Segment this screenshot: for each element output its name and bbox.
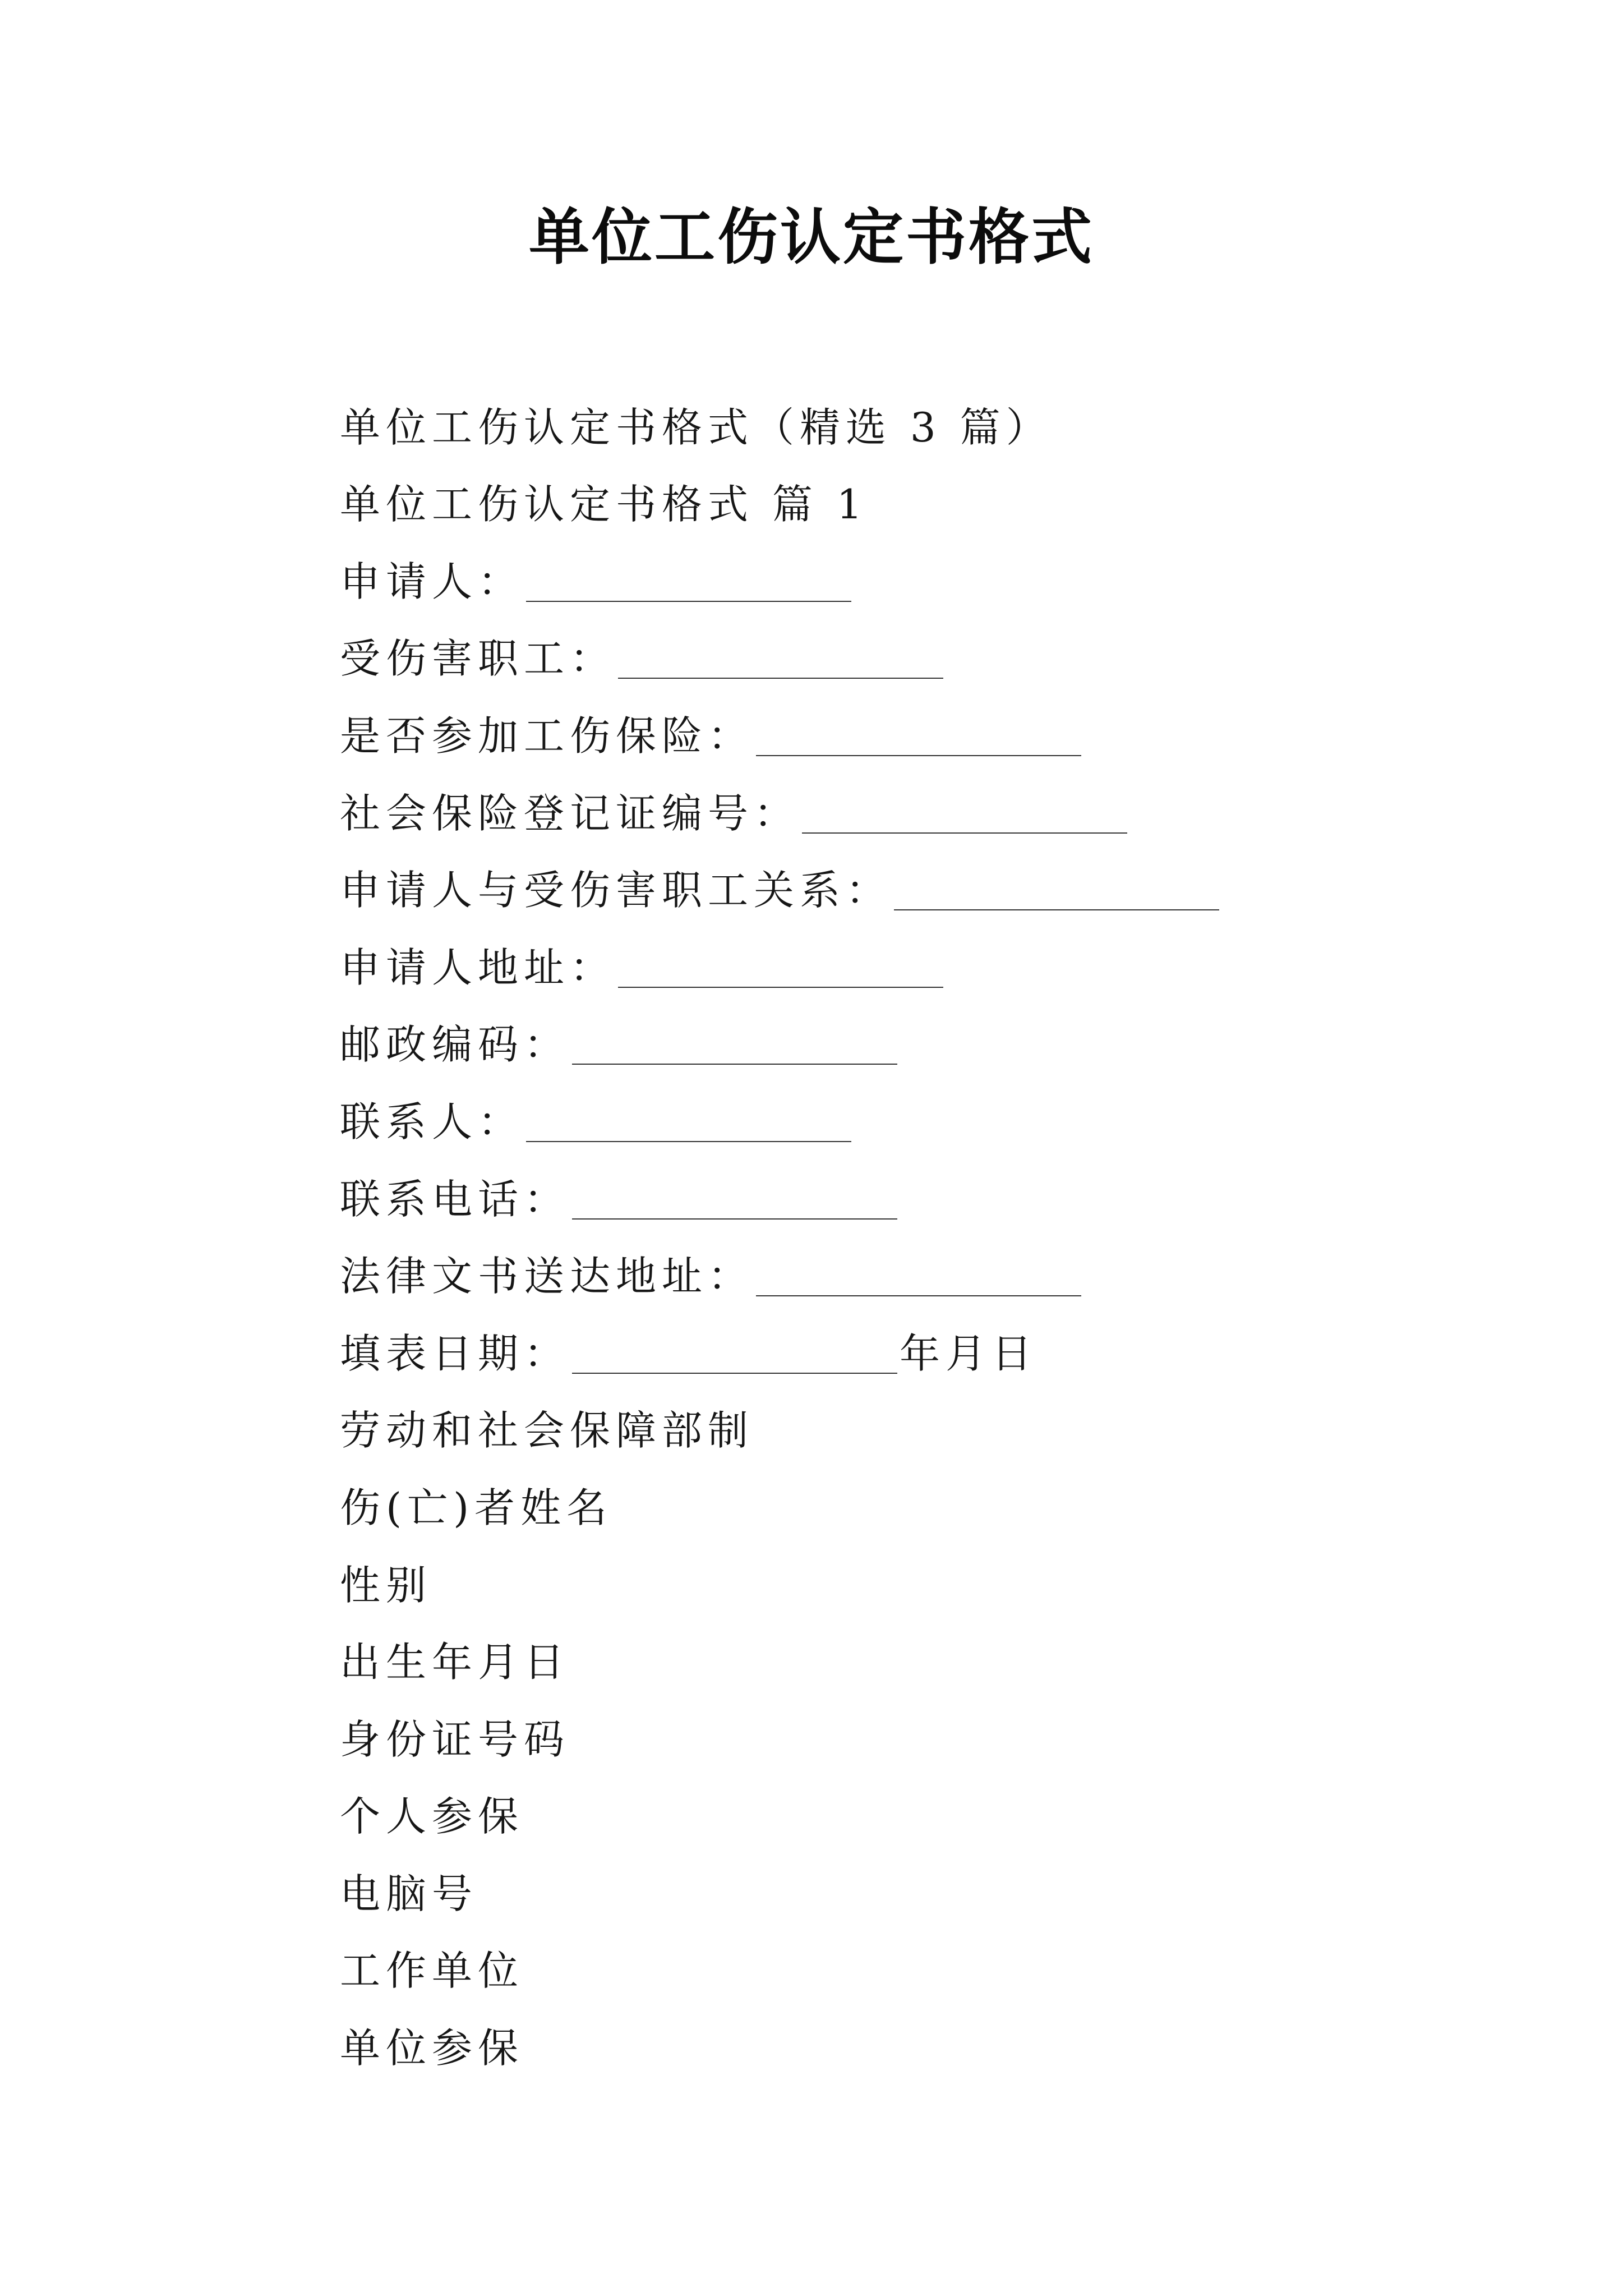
form-field-line <box>340 918 1518 996</box>
field-label: 社会保险登记证编号： <box>340 789 800 837</box>
form-field-line <box>340 1227 1518 1305</box>
line-text: 单位工伤认定书格式（精选 3 篇） <box>340 403 1052 451</box>
form-field-line <box>340 532 1518 610</box>
field-label: 受伤害职工： <box>340 635 616 683</box>
body-line <box>340 1613 1518 1691</box>
fill-in-blank[interactable] <box>756 755 1081 756</box>
line-text: 伤(亡)者姓名 <box>340 1484 613 1531</box>
document-body <box>340 378 1518 2076</box>
form-field-line <box>340 841 1518 919</box>
body-line <box>340 1690 1518 1768</box>
body-line <box>340 1999 1518 2076</box>
line-text: 单位参保 <box>340 2024 524 2072</box>
body-line <box>340 378 1518 455</box>
field-label: 申请人： <box>340 558 524 605</box>
line-text: 性别 <box>340 1561 432 1609</box>
line-text: 电脑号 <box>340 1870 478 1917</box>
line-text: 单位工伤认定书格式 篇 1 <box>340 481 868 528</box>
form-field-line <box>340 610 1518 687</box>
field-label: 邮政编码： <box>340 1021 570 1069</box>
body-line <box>340 455 1518 533</box>
fill-in-blank[interactable] <box>572 1064 897 1065</box>
field-label: 联系人： <box>340 1098 524 1145</box>
fill-in-blank[interactable] <box>572 1373 897 1374</box>
line-text: 出生年月日 <box>340 1639 570 1686</box>
line-text: 身份证号码 <box>340 1715 570 1763</box>
fill-in-blank[interactable] <box>526 1141 851 1142</box>
form-field-line <box>340 764 1518 841</box>
form-field-line <box>340 1073 1518 1150</box>
form-field-line <box>340 1150 1518 1227</box>
fill-in-blank[interactable] <box>756 1295 1081 1296</box>
field-label: 申请人地址： <box>340 944 616 991</box>
body-line <box>340 1382 1518 1459</box>
field-label: 申请人与受伤害职工关系： <box>340 867 892 914</box>
date-suffix: 年月日 <box>900 1329 1038 1377</box>
form-field-line <box>340 687 1518 764</box>
fill-in-blank[interactable] <box>618 678 943 679</box>
fill-in-blank[interactable] <box>526 601 851 602</box>
body-line <box>340 1458 1518 1536</box>
line-text: 工作单位 <box>340 1947 524 1995</box>
fill-in-blank[interactable] <box>618 987 943 988</box>
field-label: 填表日期： <box>340 1329 570 1377</box>
fill-in-blank[interactable] <box>802 832 1127 834</box>
field-label: 法律文书送达地址： <box>340 1253 754 1300</box>
line-text: 个人参保 <box>340 1793 524 1841</box>
form-field-line <box>340 996 1518 1073</box>
fill-in-blank[interactable] <box>572 1218 897 1220</box>
document-title: 单位工伤认定书格式 <box>528 202 1094 273</box>
form-field-line <box>340 1304 1518 1382</box>
field-label: 联系电话： <box>340 1175 570 1223</box>
body-line <box>340 1844 1518 1922</box>
fill-in-blank[interactable] <box>894 909 1219 910</box>
body-line <box>340 1922 1518 1999</box>
body-line <box>340 1768 1518 1845</box>
line-text: 劳动和社会保障部制 <box>340 1407 754 1455</box>
body-line <box>340 1536 1518 1613</box>
field-label: 是否参加工伤保险： <box>340 712 754 760</box>
